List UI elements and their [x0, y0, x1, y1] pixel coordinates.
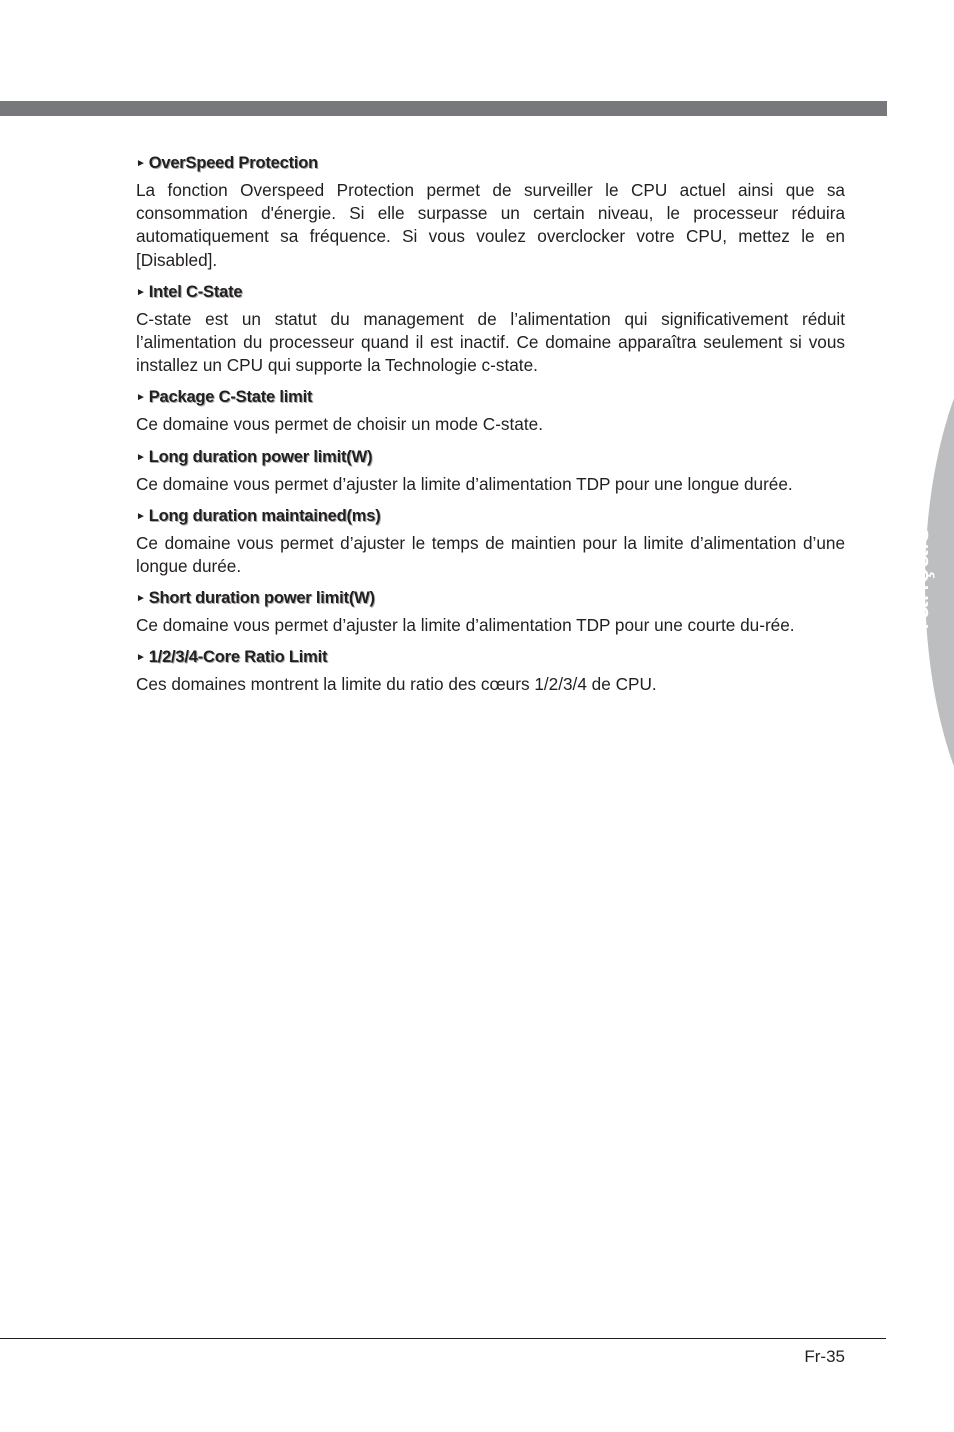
- section-title: Long duration power limit(W): [148, 447, 373, 466]
- section-body: Ces domaines montrent la limite du ratio des cœurs 1/2/3/4 de CPU.: [136, 674, 657, 695]
- bullet-arrow-icon: ►: [136, 158, 146, 169]
- bullet-arrow-icon: ►: [136, 652, 146, 664]
- section-heading: [136, 646, 845, 671]
- section-short-duration-power-limit: [136, 587, 845, 637]
- section-title: 1/2/3/4-Core Ratio Limit: [148, 648, 328, 667]
- bullet-arrow-icon: ►: [136, 286, 146, 298]
- section-title: OverSpeed Protection: [148, 154, 319, 172]
- section-package-c-state-limit: [136, 386, 845, 436]
- section-intel-c-state: [136, 281, 845, 378]
- section-body: Ce domaine vous permet d’ajuster la limite d’alimentation TDP pour une longue durée.: [136, 473, 793, 494]
- bullet-arrow-icon: ►: [136, 451, 146, 463]
- main-content: [136, 152, 845, 706]
- section-heading: [136, 152, 845, 177]
- section-body: La fonction Overspeed Protection permet de surveiller le CPU actuel ainsi que sa consommation d'énergie. Si elle surpasse un certain niveau, le processeur réduira automatiquement sa fréquence. Si vous voulez overclocker votre CPU, mettez le en [Disabled].: [136, 180, 845, 270]
- section-overspeed-protection: [136, 152, 845, 272]
- footer-rule: [0, 1338, 886, 1339]
- section-body: Ce domaine vous permet d’ajuster la limite d’alimentation TDP pour une courte du-rée.: [136, 615, 795, 636]
- section-heading: [136, 446, 845, 471]
- section-long-duration-power-limit: [136, 446, 845, 496]
- section-heading: [136, 587, 845, 612]
- section-title: Intel C-State: [148, 282, 243, 301]
- section-title: Short duration power limit(W): [148, 589, 375, 608]
- section-core-ratio-limit: [136, 646, 845, 696]
- bullet-arrow-icon: ►: [136, 510, 146, 522]
- page-number: Fr-35: [804, 1347, 845, 1366]
- section-title: Long duration maintained(ms): [148, 506, 381, 525]
- section-heading: [136, 281, 845, 306]
- header-bar: [0, 101, 887, 116]
- language-tab-label: Français: [900, 526, 935, 650]
- section-title: Package C-State limit: [148, 388, 313, 407]
- section-heading: [136, 505, 845, 530]
- bullet-arrow-icon: ►: [136, 392, 146, 404]
- section-heading: [136, 386, 845, 411]
- section-long-duration-maintained: [136, 505, 845, 578]
- section-body: C-state est un statut du management de l’alimentation qui significativement réduit l’alimentation du processeur quand il est inactif. Ce domaine apparaîtra seulement si vous installez un CPU qui supporte la Technologie c-state.: [136, 308, 845, 376]
- section-body: Ce domaine vous permet d’ajuster le temps de maintien pour la limite d’alimentation d’une longue durée.: [136, 532, 845, 577]
- bullet-arrow-icon: ►: [136, 593, 146, 605]
- section-body: Ce domaine vous permet de choisir un mode C-state.: [136, 414, 543, 435]
